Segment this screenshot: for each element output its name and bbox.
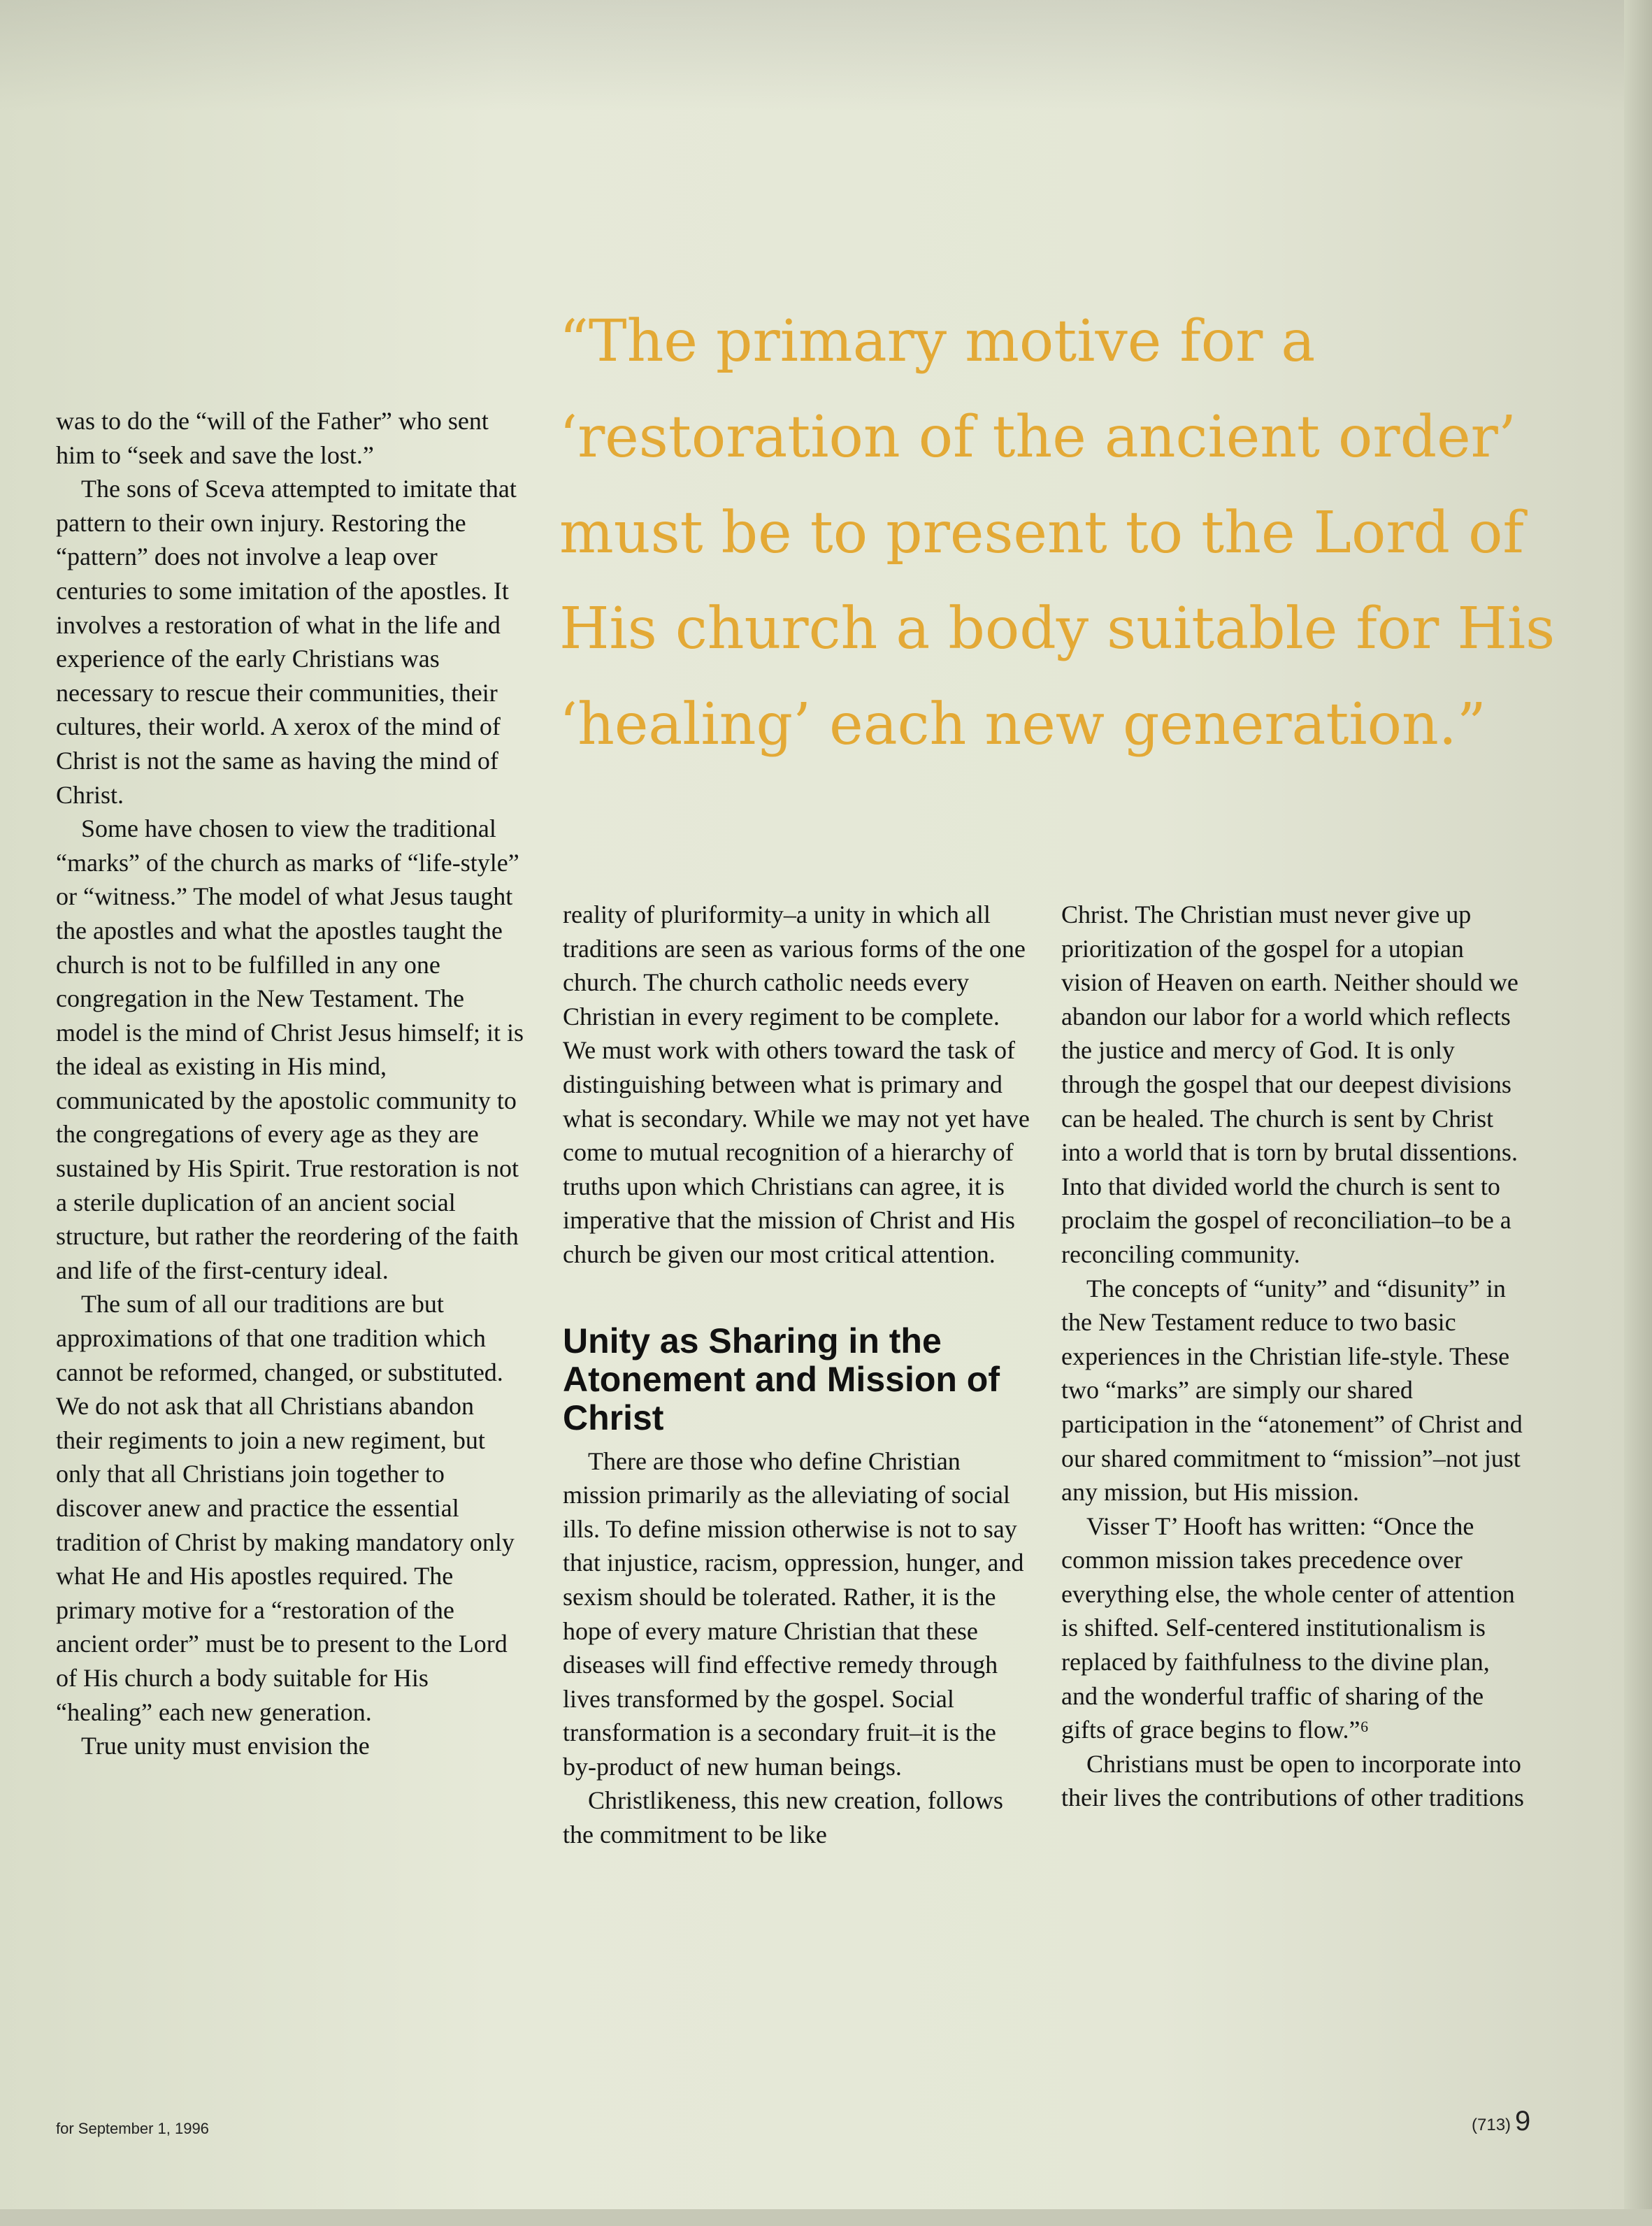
column-3 <box>1061 898 1530 1815</box>
column-2 <box>563 898 1031 1852</box>
paragraph: Some have chosen to view the traditional “marks” of the church as marks of “life-style” or “witness.” The model of what Jesus taught the apostles and what the apostles taught the church is not to be fulfilled in any one congregation in the New Testament. The model is the mind of Christ Jesus himself; it is the ideal as existing in His mind, communicated by the apostolic community to the congregations of every age as they are sustained by His Spirit. True restoration is not a sterile duplication of an ancient social structure, but rather the reordering of the faith and life of the first-century ideal. <box>56 814 524 1284</box>
paragraph: The sons of Sceva attempted to imitate that pattern to their own injury. Restoring the “pattern” does not involve a leap over centuries to some imitation of the apostles. It involves a restoration of what in the life and experience of the early Christians was necessary to rescue their communities, their cultures, their world. A xerox of the mind of Christ is not the same as having the mind of Christ. <box>56 475 517 809</box>
column-1 <box>56 404 524 1763</box>
paragraph: was to do the “will of the Father” who sent him to “seek and save the lost.” <box>56 407 489 469</box>
page-number: 9 <box>1515 2106 1531 2137</box>
paragraph: Christlikeness, this new creation, follows the commitment to be like <box>563 1786 1003 1849</box>
paragraph: Christians must be open to incorporate into their lives the contributions of other traditions <box>1061 1749 1524 1812</box>
paragraph: There are those who define Christian mission primarily as the alleviating of social ills. To define mission otherwise is not to say that injustice, racism, oppression, hunger, and sexism should be tolerated. Rather, it is the hope of every mature Christian that these diseases will find effective remedy through lives transformed by the gospel. Social transformation is a secondary fruit–it is the by-product of new human beings. <box>563 1446 1024 1781</box>
paragraph: Visser T’ Hooft has written: “Once the common mission takes precedence over everything else, the whole center of attention is shifted. Self-centered institutionalism is replaced by faithfulness to the divine plan, and the wonderful traffic of sharing of the gifts of grace begins to flow.”⁶ <box>1061 1511 1515 1744</box>
section-heading: Unity as Sharing in the Atonement and Mission of Christ <box>563 1321 1000 1437</box>
page-shadow <box>0 0 1652 112</box>
footer-date: for September 1, 1996 <box>56 2120 209 2137</box>
paragraph: Christ. The Christian must never give up prioritization of the gospel for a utopian vision of Heaven on earth. Neither should we abandon our labor for a world which reflects the justice and mercy of God. It is only through the gospel that our deepest divisions can be healed. The church is sent by Christ into a world that is torn by brutal dissentions. Into that divided world the church is sent to proclaim the gospel of reconciliation–to be a reconciling community. <box>1061 900 1518 1268</box>
paragraph: The sum of all our traditions are but approximations of that one tradition which cannot be reformed, changed, or substituted. We do not ask that all Christians abandon their regiments to join a new regiment, but only that all Christians join together to discover anew and practice the essential tradition of Christ by making mandatory only what He and His apostles required. The primary motive for a “restoration of the ancient order” must be to present to the Lord of His church a body suitable for His “healing” each new generation. <box>56 1290 515 1726</box>
page-edge <box>1624 0 1652 2226</box>
page-bottom-edge <box>0 2209 1652 2226</box>
paragraph: True unity must envision the <box>81 1732 370 1760</box>
page-code: (713) <box>1472 2116 1511 2134</box>
pull-quote: “The primary motive for a ‘restoration of the ancient order’ must be to present to the Lord of His church a body suitable for His ‘healing’ each new generation.” <box>559 308 1556 758</box>
paragraph: reality of pluriformity–a unity in which all traditions are seen as various forms of the one church. The church catholic needs every Christian in every regiment to be complete. We must work with others toward the task of distinguishing between what is primary and what is secondary. While we may not yet have come to mutual recognition of a hierarchy of truths upon which Christians can agree, it is imperative that the mission of Christ and His church be given our most critical attention. <box>563 900 1030 1268</box>
footer-page <box>1472 2106 1530 2137</box>
paragraph: The concepts of “unity” and “disunity” in the New Testament reduce to two basic experiences in the Christian life-style. These two “marks” are simply our shared participation in the “atonement” of Christ and our shared commitment to “mission”–not just any mission, but His mission. <box>1061 1274 1523 1507</box>
